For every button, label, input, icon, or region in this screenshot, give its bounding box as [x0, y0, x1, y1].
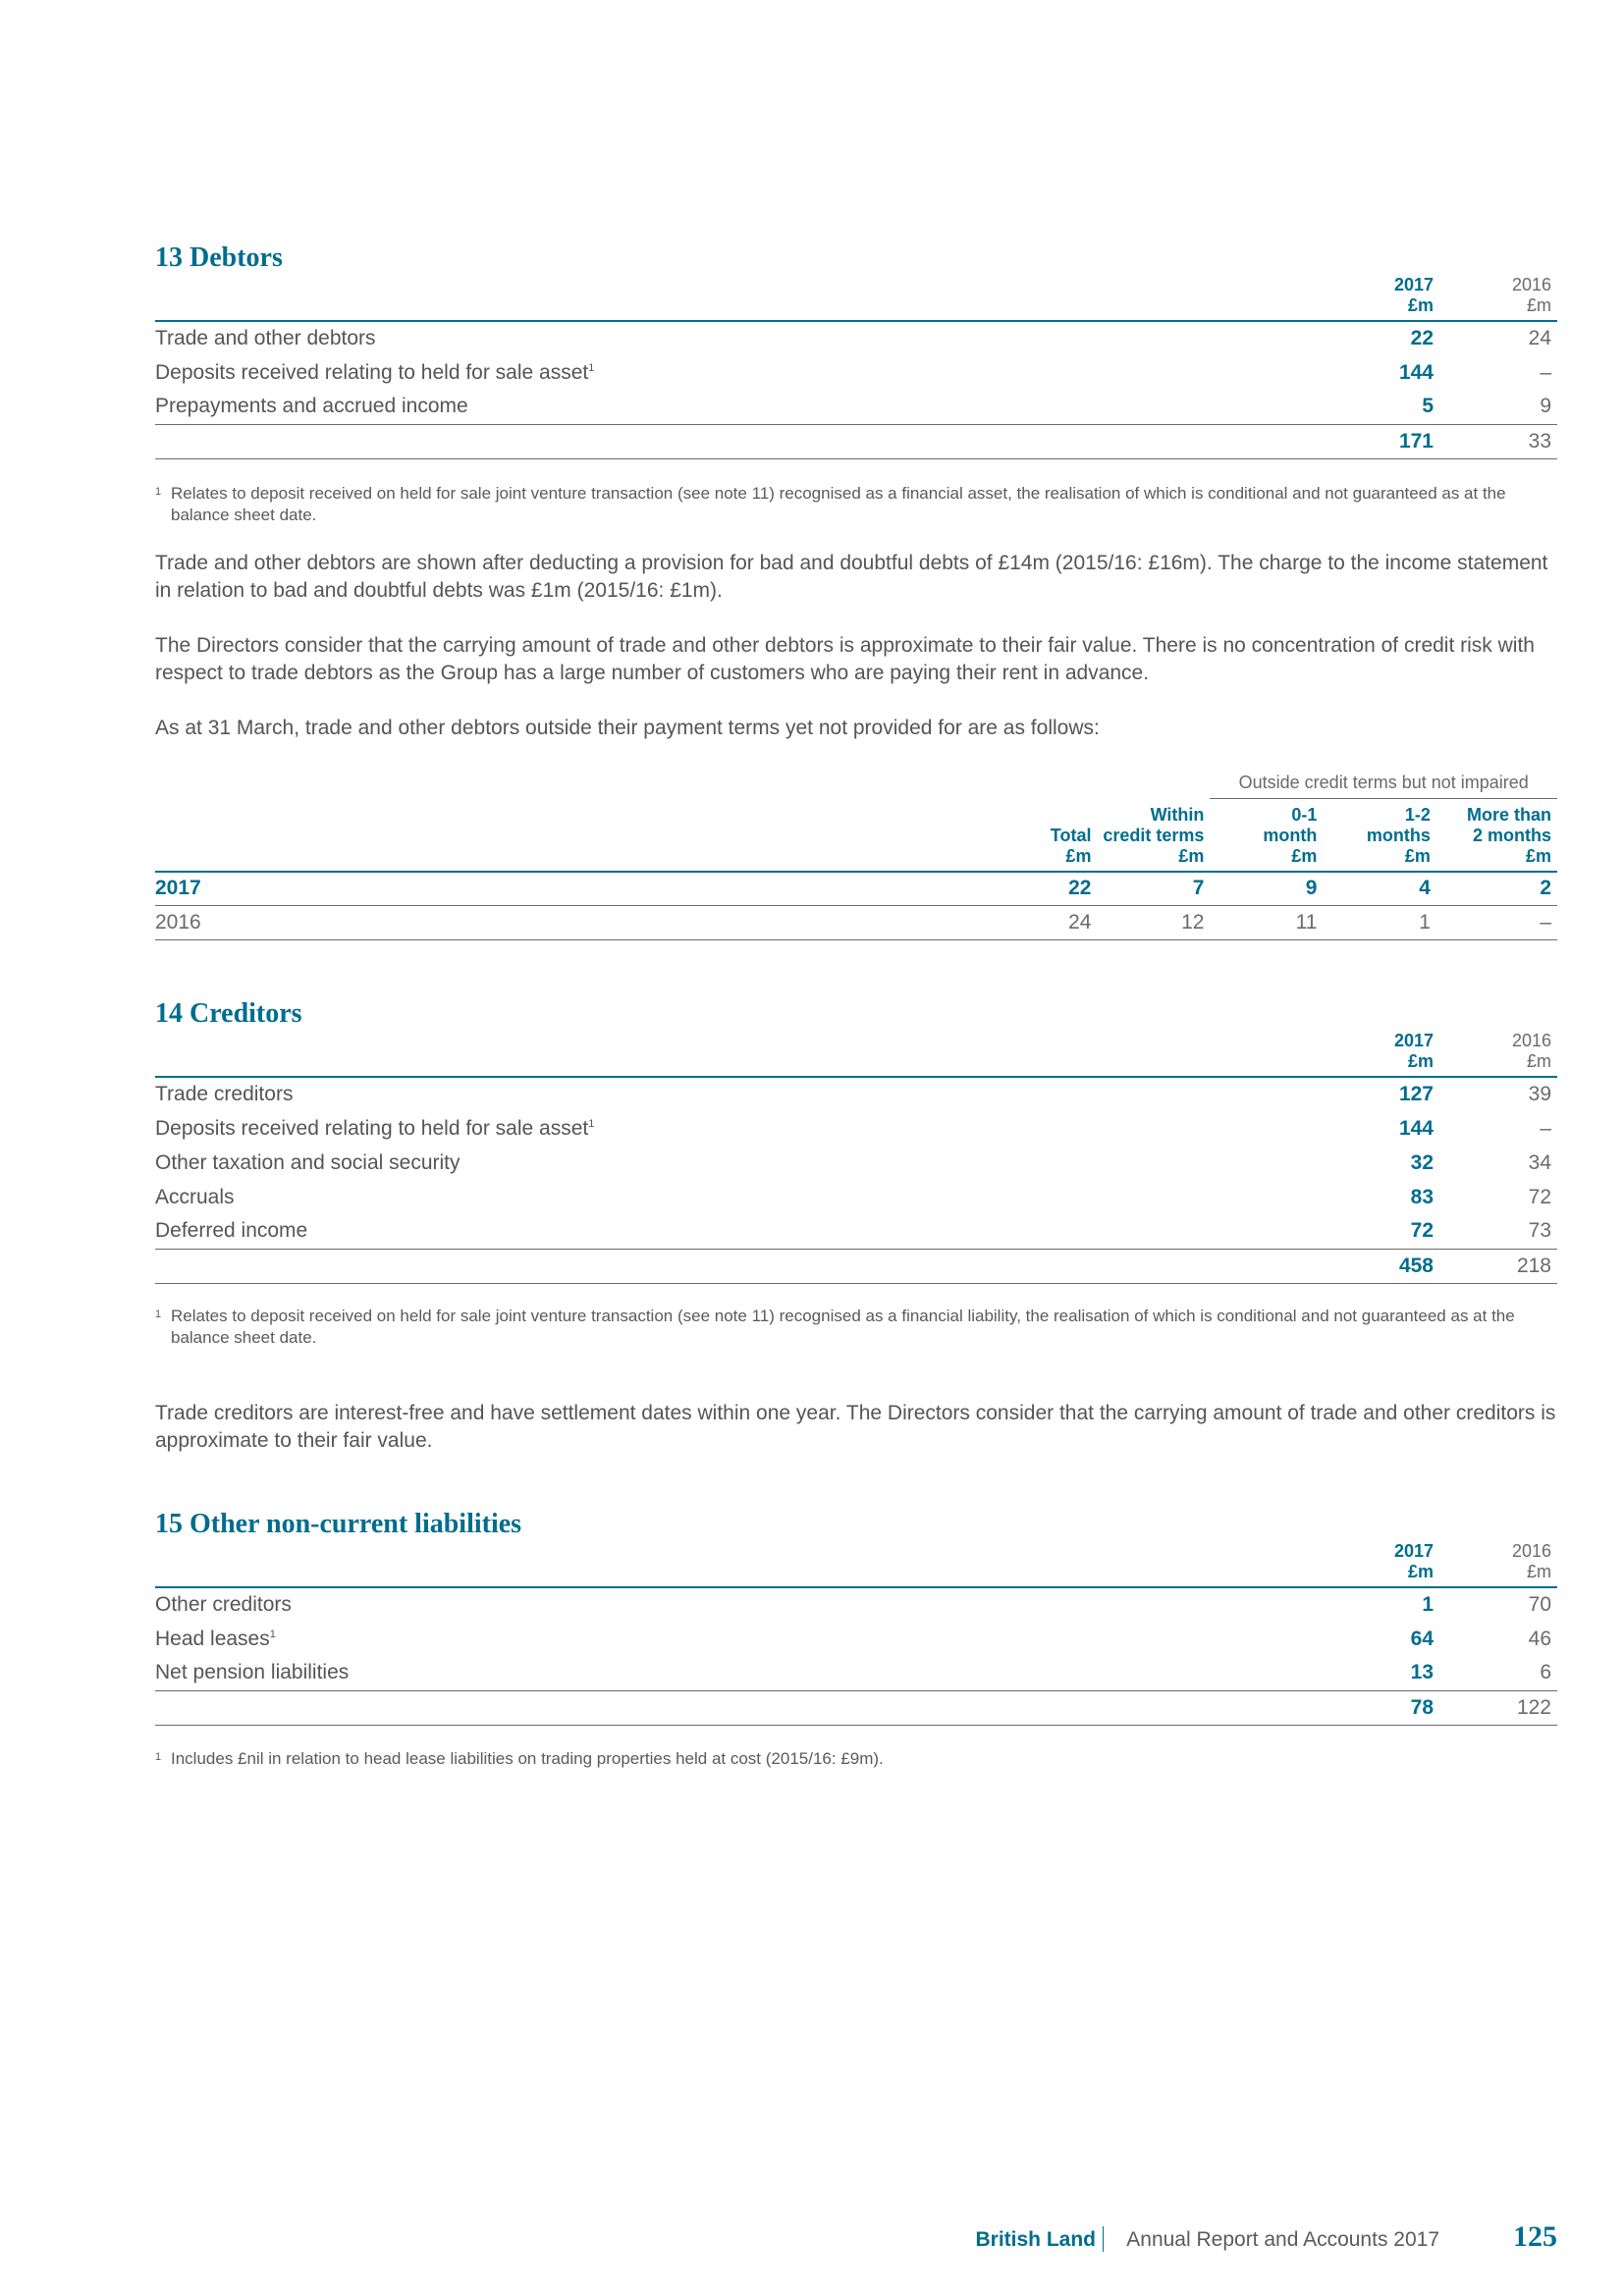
footnote-text: Relates to deposit received on held for sale joint venture transaction (see note 11) recognised as a financial asset, the realisation of which is conditional and not guaranteed as at the balance sheet date. [171, 484, 1506, 524]
row-label: Accruals [155, 1185, 235, 1208]
value-2017: 32 [1410, 1150, 1434, 1174]
total-label-cell [155, 424, 1322, 458]
value-2016: 34 [1528, 1150, 1551, 1174]
cell-value: 1 [1323, 906, 1436, 940]
value-2016: 6 [1439, 1656, 1557, 1690]
cell-value: 24 [997, 906, 1098, 940]
column-header-1-2-months: 1-2 months £m [1323, 798, 1436, 872]
group-label: Outside credit terms but not impaired [1210, 769, 1557, 798]
section-title-debtors: 13 Debtors [155, 242, 283, 273]
row-label: Other creditors [155, 1593, 292, 1616]
footnote-ref: 1 [588, 361, 595, 374]
section-title-other-liabilities: 15 Other non-current liabilities [155, 1509, 522, 1539]
total-2016: 218 [1439, 1249, 1557, 1283]
paragraph: Trade and other debtors are shown after deducting a provision for bad and doubtful debts of £14m (2015/16: £16m). The charge to the income statement in relation to bad and doubtful debts was £1m (2015/16: £1m). [155, 552, 1548, 602]
row-label: Deferred income [155, 1214, 1322, 1249]
table-row [155, 1214, 1557, 1249]
row-label: Prepayments and accrued income [155, 390, 1322, 424]
footnote-mark: 1 [155, 1308, 162, 1320]
footnote-ref: 1 [269, 1628, 276, 1640]
column-header-within-credit-terms: Within credit terms £m [1097, 798, 1210, 872]
table-row [155, 321, 1557, 355]
value-2017: 127 [1398, 1083, 1434, 1105]
value-2017: 83 [1410, 1185, 1434, 1208]
group-header-row [155, 769, 1557, 798]
aged-debtors-table [155, 769, 1557, 940]
value-2017: 72 [1322, 1214, 1439, 1249]
page-number: 125 [1513, 2220, 1557, 2253]
total-2017: 458 [1322, 1249, 1439, 1283]
value-2016: 70 [1528, 1593, 1551, 1616]
cell-value: 22 [997, 872, 1098, 906]
creditors-table [155, 1031, 1557, 1284]
cell-value: 11 [1210, 906, 1323, 940]
header-2016: 2016 £m [1439, 1541, 1557, 1587]
total-row [155, 424, 1557, 458]
row-label: Trade creditors [155, 1083, 294, 1105]
footnote [155, 1748, 1530, 1770]
footer-brand: British Land [975, 2228, 1096, 2251]
cell-value: 9 [1210, 872, 1323, 906]
total-2016: 33 [1439, 424, 1557, 458]
column-header-row [155, 798, 1557, 872]
row-label: Deposits received relating to held for sale asset$^1$ [155, 360, 595, 384]
total-2017: 78 [1322, 1690, 1439, 1725]
cell-value: 4 [1323, 872, 1436, 906]
column-header-total: Total £m [997, 798, 1098, 872]
value-2016: 46 [1528, 1627, 1551, 1650]
cell-value: 12 [1097, 906, 1210, 940]
footer-report-title: Annual Report and Accounts 2017 [1126, 2228, 1439, 2251]
value-2017: 22 [1410, 327, 1434, 349]
other-liabilities-table [155, 1541, 1557, 1726]
footnote [155, 483, 1530, 526]
value-2017: 144 [1398, 360, 1434, 384]
row-year: 2017 [155, 872, 997, 906]
header-2016: 2016 £m [1439, 275, 1557, 321]
value-2016: 72 [1528, 1185, 1551, 1208]
footnote-mark: 1 [155, 486, 162, 498]
row-label: Head leases$^1$ [155, 1627, 276, 1650]
debtors-table [155, 275, 1557, 459]
value-2016: – [1540, 360, 1551, 384]
header-2016: 2016 £m [1439, 1031, 1557, 1077]
value-2017: 64 [1410, 1627, 1434, 1650]
paragraph: As at 31 March, trade and other debtors outside their payment terms yet not provided for are as follows: [155, 717, 1100, 739]
header-2017: 2017 £m [1322, 275, 1439, 321]
table-row [155, 1622, 1557, 1656]
cell-value: – [1436, 906, 1557, 940]
total-2016: 122 [1439, 1690, 1557, 1725]
row-label: Deposits received relating to held for sale asset$^1$ [155, 1116, 595, 1140]
value-2016: – [1540, 1116, 1551, 1140]
total-row [155, 1249, 1557, 1283]
cell-value: 2 [1436, 872, 1557, 906]
value-2017: 144 [1398, 1116, 1434, 1140]
header-2017: 2017 £m [1322, 1031, 1439, 1077]
column-header-0-1-month: 0-1 month £m [1210, 798, 1323, 872]
footer-divider [1103, 2226, 1104, 2252]
footnote-ref: 1 [588, 1117, 595, 1130]
table-row [155, 1180, 1557, 1214]
table-row [155, 1146, 1557, 1180]
row-label: Other taxation and social security [155, 1150, 460, 1174]
section-title-creditors: 14 Creditors [155, 998, 302, 1029]
header-label-cell [155, 275, 1322, 321]
paragraph: The Directors consider that the carrying amount of trade and other debtors is approximate to their fair value. There is no concentration of credit risk with respect to trade debtors as the Group has a large number of customers who are paying their rent in advance. [155, 634, 1535, 684]
footnote-mark: 1 [155, 1751, 162, 1763]
paragraph: Trade creditors are interest-free and have settlement dates within one year. The Directors consider that the carrying amount of trade and other creditors is approximate to their fair value. [155, 1402, 1556, 1452]
table-row [155, 906, 1557, 940]
table-row [155, 872, 1557, 906]
value-2016: 9 [1439, 390, 1557, 424]
value-2016: 24 [1528, 327, 1551, 349]
value-2016: 73 [1439, 1214, 1557, 1249]
table-row [155, 1111, 1557, 1146]
table-row [155, 1077, 1557, 1111]
footnote-text: Relates to deposit received on held for sale joint venture transaction (see note 11) recognised as a financial liability, the realisation of which is conditional and not guaranteed as at the balance sheet date. [171, 1307, 1515, 1347]
footnote [155, 1306, 1530, 1349]
footnote-text: Includes £nil in relation to head lease liabilities on trading properties held at cost (2015/16: £9m). [171, 1749, 884, 1768]
table-row [155, 390, 1557, 424]
total-2017: 171 [1322, 424, 1439, 458]
column-header-more-than-2-months: More than 2 months £m [1436, 798, 1557, 872]
cell-value: 7 [1097, 872, 1210, 906]
table-row [155, 1656, 1557, 1690]
row-year: 2016 [155, 906, 997, 940]
page-footer [155, 2220, 1557, 2256]
row-label: Trade and other debtors [155, 327, 376, 349]
table-row [155, 355, 1557, 390]
value-2017: 13 [1322, 1656, 1439, 1690]
row-label: Net pension liabilities [155, 1656, 1322, 1690]
total-row [155, 1690, 1557, 1725]
table-row [155, 1587, 1557, 1622]
value-2017: 1 [1422, 1593, 1434, 1616]
value-2017: 5 [1322, 390, 1439, 424]
value-2016: 39 [1528, 1083, 1551, 1105]
header-2017: 2017 £m [1322, 1541, 1439, 1587]
